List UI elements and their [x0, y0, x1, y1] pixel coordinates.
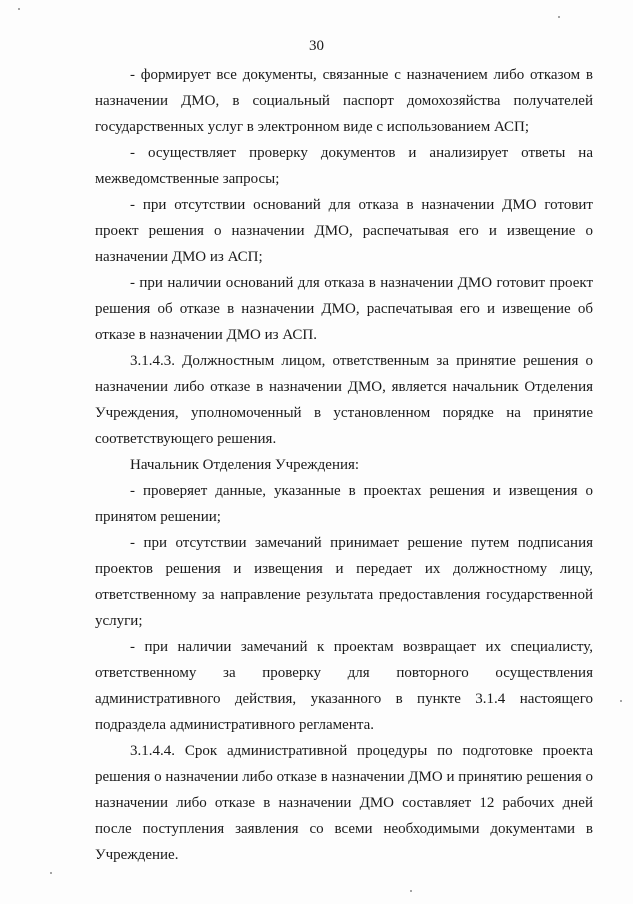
paragraph: 3.1.4.4. Срок административной процедуры по подготовке проекта решения о назначении либо отказе в назначении ДМО и принятию решения о назначении либо отказе в назначении ДМО составляет 12 рабочих дней после поступления заявления со всеми необходимыми документами в Учреждение.	[95, 743, 593, 863]
scan-speck	[50, 872, 52, 874]
document-body	[95, 62, 593, 868]
paragraph: - формирует все документы, связанные с назначением либо отказом в назначении ДМО, в социальный паспорт домохозяйства получателей государственных услуг в электронном виде с использованием АСП;	[95, 67, 593, 135]
paragraph: - при наличии оснований для отказа в назначении ДМО готовит проект решения об отказе в назначении ДМО, распечатывая его и извещение об отказе в назначении ДМО из АСП.	[95, 275, 593, 343]
scan-speck	[410, 890, 412, 892]
paragraph: - при отсутствии оснований для отказа в назначении ДМО готовит проект решения о назначении ДМО, распечатывая его и извещение о назначении ДМО из АСП;	[95, 197, 593, 265]
scan-speck	[18, 8, 20, 10]
scan-speck	[620, 700, 622, 702]
paragraph: 3.1.4.3. Должностным лицом, ответственным за принятие решения о назначении либо отказе в назначении ДМО, является начальник Отделения Учреждения, уполномоченный в установленном порядке на принятие соответствующего решения.	[95, 353, 593, 447]
paragraph: - проверяет данные, указанные в проектах решения и извещения о принятом решении;	[95, 483, 593, 525]
scan-speck	[558, 16, 560, 18]
paragraph: Начальник Отделения Учреждения:	[130, 457, 360, 473]
page-number: 30	[309, 38, 324, 54]
paragraph: - осуществляет проверку документов и анализирует ответы на межведомственные запросы;	[95, 145, 593, 187]
paragraph: - при наличии замечаний к проектам возвращает их специалисту, ответственному за проверку для повторного осуществления административного действия, указанного в пункте 3.1.4 настоящего подраздела административного регламента.	[95, 639, 593, 733]
paragraph: - при отсутствии замечаний принимает решение путем подписания проектов решения и извещения и передает их должностному лицу, ответственному за направление результата предоставления государственной услуги;	[95, 535, 593, 629]
